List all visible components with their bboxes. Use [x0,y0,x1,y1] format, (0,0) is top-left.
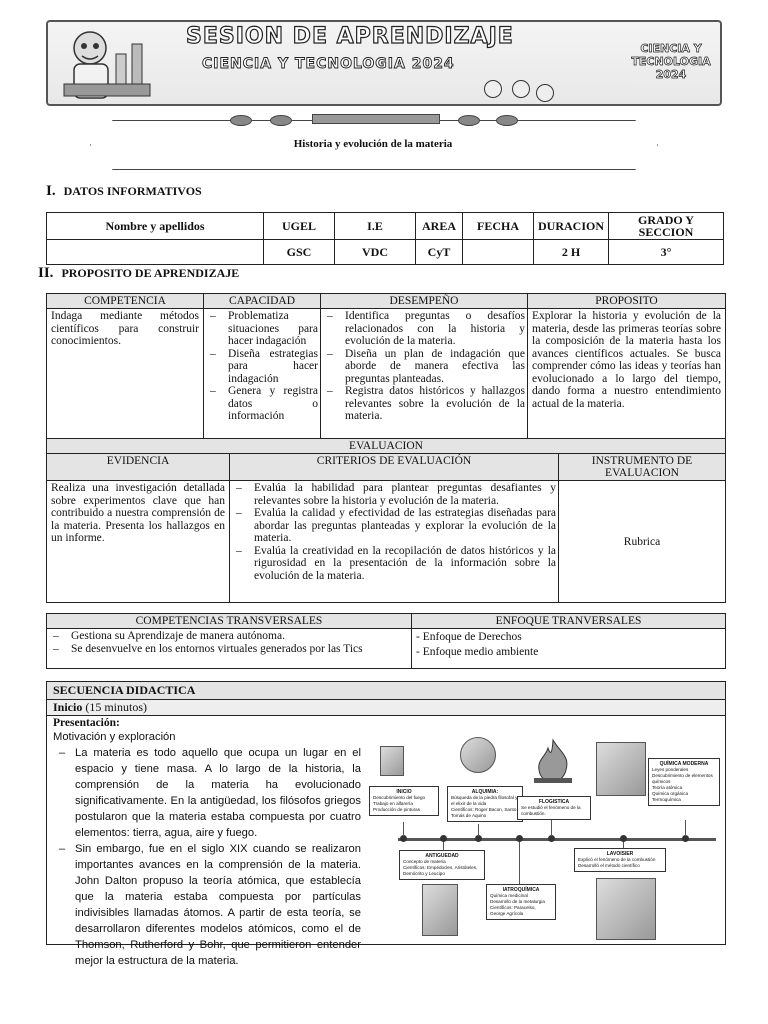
presentacion-label: Presentación: [53,717,120,729]
scientist-mascot-illustration [56,24,152,102]
proposito-header: COMPETENCIA [47,294,204,309]
capacidad-item: – Problematiza situaciones para hacer indagación [206,310,318,348]
timeline-box-quimica-moderna [648,758,720,806]
enfoque-label: Enfoque medio ambiente [422,646,539,658]
enfoque-item: - Enfoque de Derechos [416,631,522,643]
evaluacion-header: CRITERIOS DE EVALUACIÓN [230,454,559,481]
smiley-icon [512,80,530,98]
datos-header: DURACION [534,213,609,240]
competencias-transversales-list [49,630,409,655]
header-title: SESION DE APRENDIZAJE [186,24,514,49]
timeline-box-line: Descubrimiento del fuego [373,795,426,800]
datos-header: Nombre y apellidos [47,213,264,240]
smiley-icon [536,84,554,102]
proposito-header: CAPACIDAD [204,294,321,309]
timeline-box-line: Descubrimiento de elementos químicos [652,773,713,784]
timeline-box-alquimia [447,786,523,822]
inicio-row [47,700,725,716]
session-topic-title: Historia y evolución de la materia [293,138,453,150]
desempeno-list [323,310,525,423]
timeline-box-line: Se estudió el fenómeno de la combustión. [521,805,581,816]
cave-painting-image [380,746,404,776]
timeline-box-line: Desarrolló el método científico [578,863,640,868]
transversales-table [46,613,726,669]
fire-icon [530,738,576,786]
timeline-box-title: INICIO [396,789,412,795]
timeline-box-title: FLOGISTICA [538,799,570,805]
timeline-box-title: ALQUIMIA: [471,789,499,795]
datos-value: GSC [264,240,335,265]
secuencia-paragraph: – La materia es todo aquello que ocupa un lugar en el espacio y tiene masa. A lo largo de la historia, la comprensión de la materia ha evolucionado significativamente. En la antigüedad, los filósofos griegos postularon que la materia estaba compuesta por cuatro elementos: tierra, agua, aire y fuego. [53,745,361,841]
proposito-header: PROPOSITO [528,294,726,309]
desempeno-item: – Diseña un plan de indagación que aborde de manera efectiva las preguntas planteadas. [323,348,525,386]
timeline-box-title: LAVOISIER [606,851,634,857]
transversales-header: ENFOQUE TRANVERSALES [412,614,726,629]
proposito-table [46,293,726,439]
timeline-dot [682,835,689,842]
section-title: DATOS INFORMATIVOS [63,184,202,198]
timeline-box-line: Científicos: Paracelso, George Agrícola [490,905,536,916]
header-side-line2: TECNOLOGIA [631,55,711,68]
header-subtitle: CIENCIA Y TECNOLOGIA 2024 [202,56,455,72]
datos-table [46,212,724,265]
timeline-dot [516,835,523,842]
header-side-line3: 2024 [655,68,687,81]
datos-value[interactable] [47,240,264,265]
timeline-box-line: Búsqueda de la piedra filosofal y el elixir de la vida [451,795,518,806]
criterio-item: – Evalúa la habilidad para plantear preguntas desafiantes y relevantes sobre la historia y evolución de la materia. [232,482,556,507]
criterios-list [232,482,556,582]
timeline-box-line: Trabajo en alfarería [373,801,413,806]
timeline-box-line: Desarrollo de la metalurgia [490,899,545,904]
transversales-header: COMPETENCIAS TRANSVERSALES [47,614,412,629]
capacidad-item: – Genera y registra datos o información [206,385,318,423]
ancient-philosopher-image [422,884,458,936]
evaluacion-title: EVALUACION [47,439,726,454]
timeline-box-line: Termoquímica [652,797,681,802]
datos-value: VDC [335,240,416,265]
competencia-cell: Indaga mediante métodos científicos para construir conocimientos. [47,309,204,439]
timeline-box-line: Explicó el fenómeno de la combustión [578,857,656,862]
timeline-box-iatroquimica [486,884,556,920]
pin-icon [270,115,292,126]
pin-bar [312,114,440,124]
timeline-connector [551,818,552,836]
competencia-transversal-item: – Gestiona su Aprendizaje de manera autónoma. [49,630,409,643]
capacidad-item: – Diseña estrategias para hacer indagación [206,348,318,386]
header-side-label [616,42,726,81]
section-heading-proposito [38,265,239,282]
timeline-connector [478,824,479,836]
datos-value[interactable] [463,240,534,265]
section-number: I. [46,183,56,199]
competencia-transversal-item: – Se desenvuelve en los entornos virtuales generados por las Tics [49,643,409,656]
section-heading-datos [46,183,202,200]
timeline-box-inicio [369,786,439,816]
secuencia-title: SECUENCIA DIDACTICA [47,682,725,700]
datos-value: 3° [609,240,724,265]
timeline-box-title: QUÍMICA MODERNA [659,761,709,767]
criterio-item: – Evalúa la calidad y efectividad de las estrategias diseñadas para abordar las preguntas planteadas y explorar la evolución de la materia. [232,507,556,545]
secuencia-paragraphs [53,745,361,969]
timeline-box-line: Leyes ponderales [652,767,689,772]
datos-value: 2 H [534,240,609,265]
timeline-box-lavoisier [574,848,666,872]
timeline-box-line: Científicos: Empédocles, Aristóteles, Demócrito y Leucipo [403,865,478,876]
criterio-item: – Evalúa la creatividad en la recopilación de datos históricos y la rigurosidad en la presentación de la información sobre la evolución de la materia. [232,545,556,583]
timeline-dot [400,835,407,842]
pin-icon [458,115,480,126]
timeline-box-line: Concepto de materia [403,859,446,864]
inicio-label: Inicio [53,700,83,714]
timeline-box-title: IATROQUÍMICA [502,887,540,893]
lavoisier-image [596,878,656,940]
evaluacion-table [46,438,726,603]
section-number: II. [38,265,54,281]
timeline-dot [475,835,482,842]
inicio-time: (15 minutos) [85,700,148,714]
timeline-connector [519,842,520,886]
timeline-connector [685,820,686,836]
pin-icon [230,115,252,126]
timeline-box-antiguedad [399,850,485,880]
timeline-dot [548,835,555,842]
timeline-box-flogistica [517,796,591,820]
enfoque-item: - Enfoque medio ambiente [416,646,539,658]
timeline-box-line: Producción de pinturas [373,807,420,812]
evaluacion-header: EVIDENCIA [47,454,230,481]
desempeno-item: – Registra datos históricos y hallazgos relevantes sobre la evolución de la materia. [323,385,525,423]
laboratory-image [596,742,646,796]
timeline-box-line: Teoría atómica [652,785,683,790]
timeline-connector [403,822,404,836]
section-title: PROPOSITO DE APRENDIZAJE [61,266,240,280]
timeline-box-title: ANTIGUEDAD [425,853,459,859]
proposito-header: DESEMPEÑO [321,294,528,309]
evidencia-cell: Realiza una investigación detallada sobre experimentos clave que han contribuido a nuestra comprensión de la materia. Presenta los hallazgos en un informe. [47,481,230,603]
motivacion-label: Motivación y exploración [53,731,176,743]
capacidad-list [206,310,318,423]
smiley-icon [484,80,502,98]
timeline-box-line: Química orgánica [652,791,689,796]
datos-header: GRADO Y SECCION [609,213,724,240]
pin-icon [496,115,518,126]
datos-header: AREA [416,213,463,240]
header-side-line1: CIENCIA Y [640,42,702,55]
datos-header: I.E [335,213,416,240]
datos-header: FECHA [463,213,534,240]
instrumento-cell: Rubrica [559,481,726,603]
evaluacion-header: INSTRUMENTO DE EVALUACION [559,454,726,481]
timeline-dot [440,835,447,842]
secuencia-paragraph: – Sin embargo, fue en el siglo XIX cuando se realizaron importantes avances en la comprensión de la materia. John Dalton propuso la teoría atómica, que establecía que la materia estaba compuesta por partículas indivisibles llamadas átomos. A partir de esta teoría, se desarrollaron diferentes modelos atómicos, como el de Thomson, Rutherford y Bohr, que permitieron entender mejor la estructura de la materia. [53,841,361,969]
proposito-cell: Explorar la historia y evolución de la materia, desde las primeras teorías sobre la composición de la materia hasta los avances científicos actuales. Se busca comprender cómo las ideas y teorías han evolucionado a lo largo del tiempo, dando forma a nuestro entendimiento actual de la materia. [528,309,726,439]
enfoque-label: Enfoque de Derechos [422,631,522,643]
desempeno-item: – Identifica preguntas o desafíos relacionados con la historia y evolución de la materia. [323,310,525,348]
datos-value: CyT [416,240,463,265]
timeline-box-line: Química medicinal [490,893,528,898]
timeline-box-line: Científicos: Roger Bacon, Santo Tomás de Aquino [451,807,517,818]
datos-header: UGEL [264,213,335,240]
alchemy-symbol-image [460,737,496,773]
timeline-dot [620,835,627,842]
